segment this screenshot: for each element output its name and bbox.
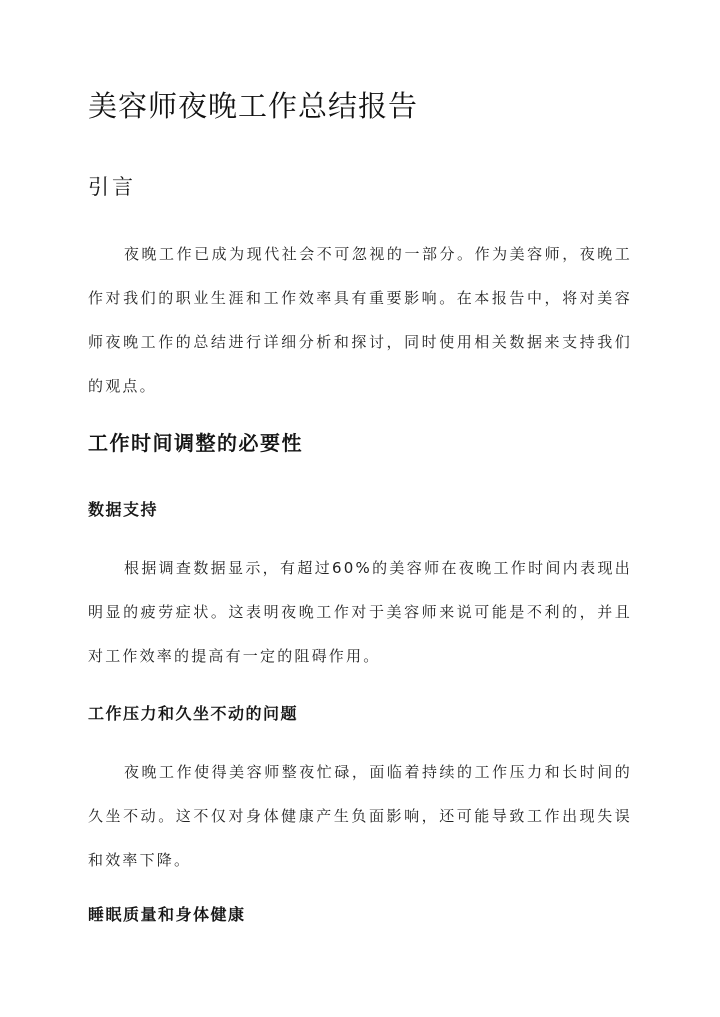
intro-heading: 引言 [88,175,136,199]
necessity-heading: 工作时间调整的必要性 [88,431,303,455]
report-title: 美容师夜晚工作总结报告 [88,89,419,123]
pressure-paragraph: 夜晚工作使得美容师整夜忙碌，面临着持续的工作压力和长时间的久坐不动。这不仅对身体健康产生负面影响，还可能导致工作出现失误和效率下降。 [88,763,632,869]
sleep-heading: 睡眠质量和身体健康 [88,905,246,924]
data-support-heading: 数据支持 [88,500,159,519]
data-support-paragraph: 根据调查数据显示，有超过60%的美容师在夜晚工作时间内表现出明显的疲劳症状。这表明夜晚工作对于美容师来说可能是不利的，并且对工作效率的提高有一定的阻碍作用。 [88,559,632,665]
intro-paragraph: 夜晚工作已成为现代社会不可忽视的一部分。作为美容师，夜晚工作对我们的职业生涯和工作效率具有重要影响。在本报告中，将对美容师夜晚工作的总结进行详细分析和探讨，同时使用相关数据来支持我们的观点。 [88,245,632,395]
pressure-heading: 工作压力和久坐不动的问题 [88,704,299,723]
